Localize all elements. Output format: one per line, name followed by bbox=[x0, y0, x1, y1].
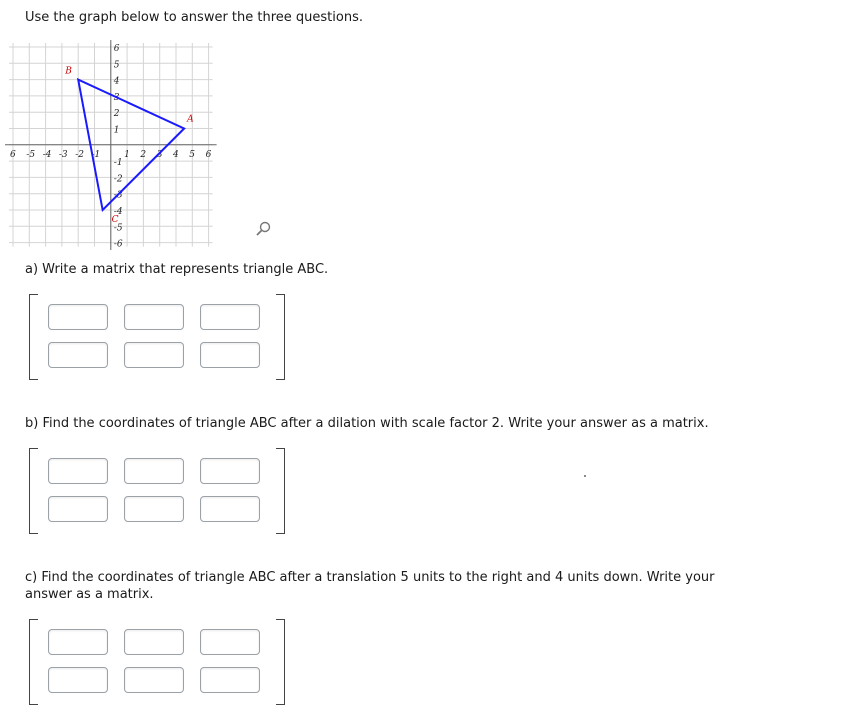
x-tick-label: -4 bbox=[42, 149, 52, 160]
vertex-label-c: C bbox=[111, 215, 119, 225]
matrix-c-cell-r1c1[interactable] bbox=[48, 629, 108, 655]
y-tick-label: 4 bbox=[113, 76, 120, 87]
y-tick-label: 1 bbox=[113, 125, 120, 136]
matrix-right-bracket bbox=[276, 294, 285, 380]
matrix-right-bracket bbox=[276, 448, 285, 534]
matrix-left-bracket bbox=[29, 294, 38, 380]
matrix-a-cell-r1c1[interactable] bbox=[48, 304, 108, 330]
x-tick-label: 3 bbox=[156, 149, 163, 160]
matrix-b-cell-r2c1[interactable] bbox=[48, 496, 108, 522]
matrix-c-cell-r2c2[interactable] bbox=[124, 667, 184, 693]
x-tick-label: -2 bbox=[75, 149, 84, 160]
coordinate-graph bbox=[4, 40, 294, 250]
x-tick-label: 2 bbox=[140, 149, 147, 160]
y-tick-label: 2 bbox=[113, 109, 120, 120]
question-b-text: b) Find the coordinates of triangle ABC after a dilation with scale factor 2. Write your answer as a matrix. bbox=[25, 416, 709, 431]
matrix-b-cell-r2c2[interactable] bbox=[124, 496, 184, 522]
y-tick-label: 5 bbox=[113, 60, 120, 71]
vertex-label-b: B bbox=[65, 66, 72, 77]
magnifier-icon[interactable] bbox=[257, 223, 270, 236]
stray-dot bbox=[584, 475, 586, 477]
x-tick-label: 4 bbox=[173, 149, 179, 160]
matrix-a-cell-r2c3[interactable] bbox=[200, 342, 260, 368]
question-a-text: a) Write a matrix that represents triangle ABC. bbox=[25, 262, 329, 277]
matrix-b-cell-r1c1[interactable] bbox=[48, 458, 108, 484]
matrix-c-cell-r2c1[interactable] bbox=[48, 667, 108, 693]
x-tick-label: 5 bbox=[189, 149, 196, 160]
matrix-left-bracket bbox=[29, 448, 38, 534]
matrix-left-bracket bbox=[29, 619, 38, 705]
matrix-c-cell-r1c2[interactable] bbox=[124, 629, 184, 655]
matrix-a-cell-r2c2[interactable] bbox=[124, 342, 184, 368]
y-tick-label: -1 bbox=[113, 158, 123, 169]
x-tick-label: 6 bbox=[10, 149, 16, 160]
matrix-c-cell-r2c3[interactable] bbox=[200, 667, 260, 693]
instructions-text: Use the graph below to answer the three questions. bbox=[25, 10, 363, 25]
y-tick-label: -6 bbox=[113, 239, 123, 250]
matrix-a-cell-r2c1[interactable] bbox=[48, 342, 108, 368]
question-c-text: c) Find the coordinates of triangle ABC after a translation 5 units to the right and 4 units down. Write your answer as a matrix. bbox=[25, 570, 715, 602]
y-tick-label: 6 bbox=[113, 44, 120, 54]
matrix-a-cell-r1c2[interactable] bbox=[124, 304, 184, 330]
x-tick-label: -3 bbox=[58, 149, 68, 160]
y-tick-label: -3 bbox=[113, 190, 123, 201]
matrix-b-cell-r1c3[interactable] bbox=[200, 458, 260, 484]
matrix-b-cell-r1c2[interactable] bbox=[124, 458, 184, 484]
matrix-right-bracket bbox=[276, 619, 285, 705]
y-tick-label: 3 bbox=[113, 92, 120, 103]
y-tick-label: -4 bbox=[113, 207, 123, 217]
x-tick-label: -5 bbox=[26, 149, 36, 160]
vertex-label-a: A bbox=[187, 114, 194, 125]
x-tick-label: 1 bbox=[124, 149, 130, 160]
x-tick-label: -1 bbox=[91, 149, 101, 160]
y-tick-label: -2 bbox=[113, 174, 123, 185]
x-tick-label: 6 bbox=[205, 149, 212, 160]
matrix-b-cell-r2c3[interactable] bbox=[200, 496, 260, 522]
matrix-c-cell-r1c3[interactable] bbox=[200, 629, 260, 655]
matrix-a-cell-r1c3[interactable] bbox=[200, 304, 260, 330]
y-tick-label: -5 bbox=[113, 223, 123, 234]
